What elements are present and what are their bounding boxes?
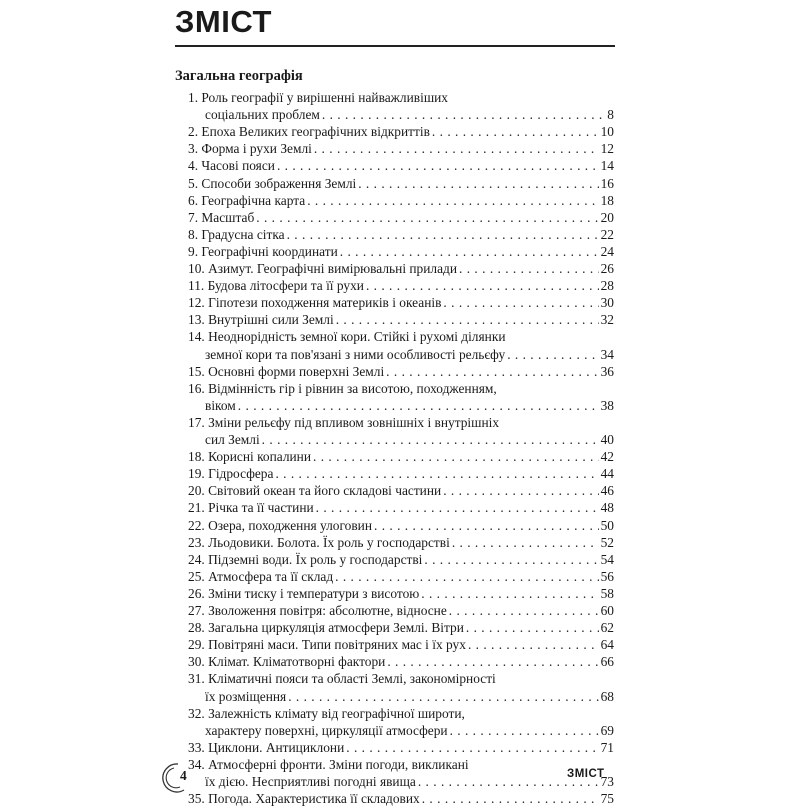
toc-page-number: 62 [600, 620, 614, 636]
toc-line [188, 192, 614, 209]
toc-entry-title: 3. Форма і рухи Землі [188, 141, 312, 157]
dot-leader [307, 192, 598, 209]
toc-line [188, 517, 614, 534]
toc-entry-title: 4. Часові пояси [188, 158, 275, 174]
toc-entry-title: 6. Географічна карта [188, 192, 306, 208]
toc-entry-title: 28. Загальна циркуляція атмосфери Землі. Вітри [188, 620, 464, 636]
dot-leader [432, 123, 599, 140]
toc-entry-title: 26. Зміни тиску і температури з висотою [188, 585, 420, 601]
toc-line [188, 363, 614, 380]
toc-page-number: 54 [600, 551, 614, 567]
toc-entry-title: 14. Неоднорідність земної кори. Стійкі і рухомі ділянки [188, 329, 506, 345]
toc-line [188, 482, 614, 499]
dot-leader [275, 465, 598, 482]
dot-leader [452, 534, 599, 551]
toc-page-number: 66 [600, 654, 614, 670]
toc-entry-title: соціальних проблем [205, 107, 320, 123]
toc-page-number: 50 [600, 517, 614, 533]
toc-line [188, 465, 614, 482]
toc-entry-title: 35. Погода. Характеристика її складових [188, 791, 420, 807]
toc-line [205, 722, 614, 739]
toc-line [188, 790, 614, 807]
toc-line [205, 773, 614, 790]
toc-line [188, 568, 614, 585]
toc-entry-title: 33. Циклони. Антициклони [188, 739, 345, 755]
toc-entry-title: 9. Географічні координати [188, 243, 338, 259]
dot-leader [387, 653, 598, 670]
toc-line [188, 277, 614, 294]
dot-leader [336, 311, 599, 328]
dot-leader [366, 277, 599, 294]
toc-page-number: 22 [600, 226, 614, 242]
toc-line [188, 705, 614, 722]
toc-line [188, 619, 614, 636]
toc-page-number: 52 [600, 534, 614, 550]
toc-line [188, 448, 614, 465]
toc-page-number: 56 [600, 568, 614, 584]
toc-page-number: 26 [600, 261, 614, 276]
dot-leader [374, 517, 599, 534]
toc-entry-title: віком [205, 397, 236, 413]
toc-line [188, 328, 614, 345]
toc-line [188, 294, 614, 311]
toc-line [188, 653, 614, 670]
toc-entry-title: 2. Епоха Великих географічних відкриттів [188, 124, 430, 140]
toc-entry-title: 13. Внутрішні сили Землі [188, 312, 334, 328]
toc-line [188, 534, 614, 551]
toc-line [188, 260, 614, 277]
toc-page-number: 68 [600, 688, 614, 704]
dot-leader [322, 106, 605, 123]
toc-line [188, 123, 614, 140]
toc-entry-title: 5. Способи зображення Землі [188, 175, 357, 191]
dot-leader [346, 739, 598, 756]
footer-section-label: ЗМІСТ [567, 768, 605, 780]
toc-page-number: 28 [600, 278, 614, 294]
toc-entry-title: 21. Річка та її частини [188, 500, 314, 516]
toc-line [188, 157, 614, 174]
dot-leader [459, 260, 599, 277]
toc-page-number: 75 [600, 791, 614, 807]
dot-leader [507, 346, 598, 363]
toc-page-number: 10 [600, 124, 614, 140]
dot-leader [424, 551, 598, 568]
dot-leader [443, 294, 598, 311]
toc-page-number: 12 [600, 141, 614, 157]
toc-line [205, 106, 614, 123]
toc-entry-title: 29. Повітряні маси. Типи повітряних мас і їх рух [188, 637, 466, 653]
dot-leader [277, 157, 599, 174]
toc-line [188, 226, 614, 243]
toc-line [188, 89, 614, 106]
toc-line [205, 688, 614, 705]
toc-entry-title: 34. Атмосферні фронти. Зміни погоди, викликані [188, 756, 469, 772]
dot-leader [422, 790, 599, 807]
toc-entry-title: характеру поверхні, циркуляції атмосфери [205, 722, 448, 738]
toc-entry-title: 19. Гідросфера [188, 466, 274, 482]
toc-line [205, 431, 614, 448]
dot-leader [386, 363, 598, 380]
toc-entry-title: 8. Градусна сітка [188, 226, 285, 242]
dot-leader [466, 619, 599, 636]
toc-page-number: 32 [600, 312, 614, 328]
toc-page-number: 18 [600, 192, 614, 208]
dot-leader [340, 243, 599, 260]
toc-page-number: 34 [600, 346, 614, 362]
toc-page-number: 40 [600, 432, 614, 447]
dot-leader [358, 175, 598, 192]
dot-leader [316, 499, 599, 516]
toc-line [188, 140, 614, 157]
toc-line [188, 499, 614, 516]
toc-page-number: 16 [600, 175, 614, 191]
toc-line [188, 175, 614, 192]
toc-line [188, 209, 614, 226]
toc-entry-title: 11. Будова літосфери та її рухи [188, 278, 364, 294]
toc-page-number: 24 [600, 243, 614, 259]
toc-entry-title: 22. Озера, походження улоговин [188, 517, 373, 533]
dot-leader [256, 209, 598, 226]
toc-line [188, 243, 614, 260]
toc-entry-title: 10. Азимут. Географічні вимірювальні прилади [188, 261, 458, 276]
toc-page-number: 48 [600, 500, 614, 516]
toc-entry-title: 17. Зміни рельєфу під впливом зовнішніх і внутрішніх [188, 414, 500, 430]
toc-page-number: 69 [600, 722, 614, 738]
toc-page-number: 20 [600, 209, 614, 225]
toc-entry-title: 20. Світовий океан та його складові частини [188, 483, 442, 499]
toc-line [188, 670, 614, 687]
toc-page-number: 46 [600, 483, 614, 499]
toc-line [188, 602, 614, 619]
toc-line [188, 585, 614, 602]
dot-leader [262, 431, 599, 448]
dot-leader [468, 636, 599, 653]
footer-page-number: 4 [180, 768, 187, 783]
toc-line [188, 380, 614, 397]
toc-entry-title: 15. Основні форми поверхні Землі [188, 363, 385, 379]
toc-entry-title: 31. Кліматичні пояси та області Землі, закономірності [188, 671, 496, 687]
toc-entry-title: 12. Гіпотези походження материків і океанів [188, 295, 442, 311]
toc-line [188, 414, 614, 431]
toc-entry-title: 27. Зволоження повітря: абсолютне, відносне [188, 603, 447, 618]
dot-leader [314, 140, 599, 157]
dot-leader [443, 482, 598, 499]
toc-entry-title: 30. Клімат. Кліматотворні фактори [188, 654, 386, 670]
toc-page-number: 38 [600, 397, 614, 413]
dot-leader [421, 585, 598, 602]
toc-entry-title: 32. Залежність клімату від географічної широти, [188, 705, 465, 721]
toc-entry-title: їх дією. Несприятливі погодні явища [205, 774, 416, 789]
toc-line [188, 756, 614, 773]
toc-entry-title: 23. Льодовики. Болота. Їх роль у господарстві [188, 534, 450, 550]
toc-entry-title: 18. Корисні копалини [188, 449, 312, 465]
dot-leader [287, 226, 599, 243]
toc-page-number: 42 [600, 449, 614, 465]
toc-page-number: 64 [600, 637, 614, 653]
toc-page-number: 8 [607, 107, 614, 123]
toc-page-number: 14 [600, 158, 614, 174]
toc-entry-title: 25. Атмосфера та її склад [188, 568, 334, 584]
toc-entry-title: земної кори та пов'язані з ними особливості рельєфу [205, 346, 506, 362]
dot-leader [313, 448, 599, 465]
toc-page-number: 58 [600, 585, 614, 601]
toc-line [205, 397, 614, 414]
toc-line [188, 739, 614, 756]
toc-line [188, 311, 614, 328]
page-title: ЗМІСТ [175, 4, 272, 39]
toc-entry-title: 16. Відмінність гір і рівнин за висотою, походженням, [188, 380, 497, 396]
toc-page-number: 36 [600, 363, 614, 379]
section-heading: Загальна географія [175, 68, 303, 84]
toc-entry-title: 7. Масштаб [188, 209, 255, 225]
toc-page-number: 30 [600, 295, 614, 311]
toc-entry-title: сил Землі [205, 432, 260, 447]
toc-page-number: 60 [600, 603, 614, 618]
dot-leader [335, 568, 598, 585]
toc-entry-title: 1. Роль географії у вирішенні найважливіших [188, 90, 448, 105]
toc-page-number: 73 [600, 774, 614, 789]
toc-page-number: 44 [600, 466, 614, 482]
dot-leader [450, 722, 599, 739]
toc-line [188, 636, 614, 653]
dot-leader [288, 688, 598, 705]
toc-line [188, 551, 614, 568]
toc-entry-title: 24. Підземні води. Їх роль у господарстві [188, 551, 423, 567]
dot-leader [449, 602, 599, 619]
toc-page-number: 71 [600, 739, 614, 755]
dot-leader [238, 397, 599, 414]
toc-line [205, 346, 614, 363]
toc-entry-title: їх розміщення [205, 688, 287, 704]
